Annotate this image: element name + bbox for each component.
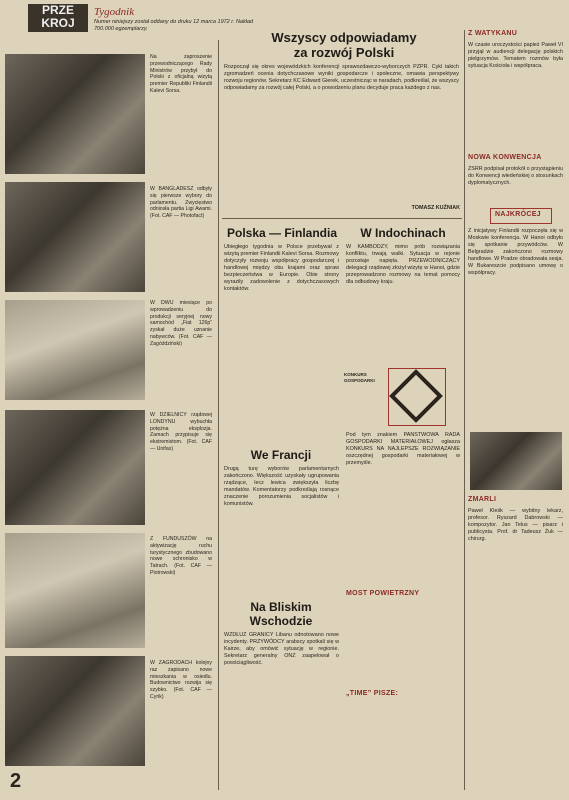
heading-died: ZMARLI <box>468 496 497 503</box>
caption-4: W DZIELNICY rządowej LONDYNU wybuchła potężna eksplozja. Zamach przypisuje się ekstremistom. (Fot. CAF — Unifax) <box>150 412 212 452</box>
body-vatican: W czasie uroczystości papież Paweł VI przyjął w audiencji delegację polskich pielgrzymów. Tematem rozmów była sytuacja Kościoła i współpraca. <box>468 42 563 69</box>
column-divider <box>218 40 219 790</box>
heading-vatican: Z WATYKANU <box>468 30 518 37</box>
body-died: Paweł Kleśk — wybitny lekarz, profesor. Ryszard Dabrowski — kompozytor. Jan Telus — pisarz i publicysta. Prof. dr Tadeusz Żuk — chirurg. <box>468 508 563 542</box>
body-poland-finland: Ubiegłego tygodnia w Polsce przebywał z wizytą premier Finlandii Kalevi Sorsa. Rozmowy dotyczyły rozwoju współpracy gospodarczej i handlowej między obu krajami oraz spraw bezpieczeństwa w Europie. Obie strony wyraziły zadowolenie z dotychczasowych kontaktów. <box>224 244 339 292</box>
heading-shortest: NAJKRÓCEJ <box>495 211 541 218</box>
caption-2: W BANGLADESZ odbyły się pierwsze wybory do parlamentu. Zwycięstwo odniosła partia Ligi Awami. (Fot. CAF — Photofact) <box>150 186 212 220</box>
caption-1: Na zaproszenie przewodniczącego Rady Ministrów przybył do Polski z oficjalną wizytą premier Republiki Finlandii Kalevi Sorsa. <box>150 54 212 94</box>
photo-hostel <box>5 533 145 648</box>
body-france: Drugą turę wyborów parlamentarnych zakończono. Większość uzyskały ugrupowania rządzące, lecz lewica zwiększyła liczbę mandatów. Komentatorzy podkreślają rosnące znaczenie porozumienia socjalistów i komunistów. <box>224 466 339 507</box>
contest-body: Pod tym znakiem PAŃSTWOWA RADA GOSPODARKI MATERIAŁOWEJ ogłasza KONKURS NA NAJLEPSZE ROZWIĄZANIE oszczędnej gospodarki materiałowej w przemyśle. <box>346 432 460 466</box>
photo-wreck <box>470 432 562 490</box>
caption-3: W DWU miesiące po wprowadzeniu do produkcji seryjnej nowy samochód „Fiat 126p” zyskał duże uznanie nabywców. (Fot. CAF — Zagóździński) <box>150 300 212 347</box>
photo-car <box>5 300 145 400</box>
photo-bangladesh <box>5 182 145 292</box>
photo-premier <box>5 54 145 174</box>
contest-logo <box>388 368 446 426</box>
contest-logo-icon <box>389 369 443 423</box>
heading-air-bridge: MOST POWIETRZNY <box>346 590 420 597</box>
page-number: 2 <box>10 770 22 792</box>
heading-indochina: W Indochinach <box>360 226 446 240</box>
body-indochina: W KAMBODŻY, mimo prób rozwiązania konfliktu, trwają walki. Sytuacja w rejonie pozostaje napięta. PRZEWODNICZĄCY delegacji rządowej złożył wizytę w Hanoi, gdzie przeprowadzono rozmowy na temat pomocy dla odbudowy kraju. <box>346 244 460 285</box>
main-body: Rozpoczął się okres wojewódzkich konferencji sprawozdawczo-wyborczych PZPR. Cykl takich zgromadzeń ocenia dotychczasowe wyniki gospodarcze i społeczne, omawia perspektywy rozwoju regionów. Sekretarz KC Edward Gierek, uczestnicząc w naradach, podkreślał, że wszyscy odpowiadamy za rozwój całej Polski, a o powodzeniu planu decyduje praca każdego z nas. <box>224 64 459 91</box>
body-convention: ZSRR podpisał protokół o przystąpieniu do Konwencji wiedeńskiej o stosunkach dyplomatycznych. <box>468 166 563 186</box>
heading-time: „TIME” PISZE: <box>346 690 399 697</box>
heading-convention: NOWA KONWENCJA <box>468 154 542 161</box>
heading-france: We Francji <box>250 448 312 462</box>
masthead-subtitle: Tygodnik <box>94 6 135 18</box>
photo-london <box>5 410 145 525</box>
main-signature: TOMASZ KUŹNIAK <box>411 205 460 211</box>
body-shortest: Z inicjatywy Finlandii rozpoczęła się w Moskwie konferencja. W Hanoi odbyło się spotkanie przywódców. W Belgradzie zakończono rozmowy handlowe. W Pradze obradowała sesja. W Bukareszcie podpisano umowę o współpracy. <box>468 228 563 276</box>
body-middle-east: WZDŁUŻ GRANICY Libanu odnotowano nowe incydenty. PRZYWÓDCY arabscy spotkali się w Kairze, aby omówić sytuację w regionie. Sekretarz generalny ONZ zaapelował o powściągliwość. <box>224 632 339 666</box>
section-rule <box>222 218 462 219</box>
main-title: Wszyscy odpowiadamy za rozwój Polski <box>271 30 417 60</box>
heading-poland-finland: Polska — Finlandia <box>226 226 338 240</box>
heading-middle-east: Na Bliskim Wschodzie <box>249 600 313 628</box>
masthead-logo: PRZE KROJ <box>28 4 88 32</box>
contest-logo-text: KONKURS GOSPODARKI <box>344 372 375 383</box>
issue-line: Numer niniejszy został oddany do druku 12 marca 1972 r. Nakład 700.000 egzemplarzy. <box>94 19 254 32</box>
caption-5: Z FUNDUSZÓW na aktywizację ruchu turystycznego zbudowano nowe schronisko w Tatrach. (Fot. CAF — Piotrowski) <box>150 536 212 576</box>
caption-6: W ZAGRODACH kolejny raz zapisano nowe mieszkania w osiedlu. Budownictwo rozwija się szybko. (Fot. CAF — Cyrik) <box>150 660 212 700</box>
shortest-box <box>490 208 552 224</box>
right-column-divider <box>464 30 465 790</box>
photo-estate <box>5 656 145 766</box>
